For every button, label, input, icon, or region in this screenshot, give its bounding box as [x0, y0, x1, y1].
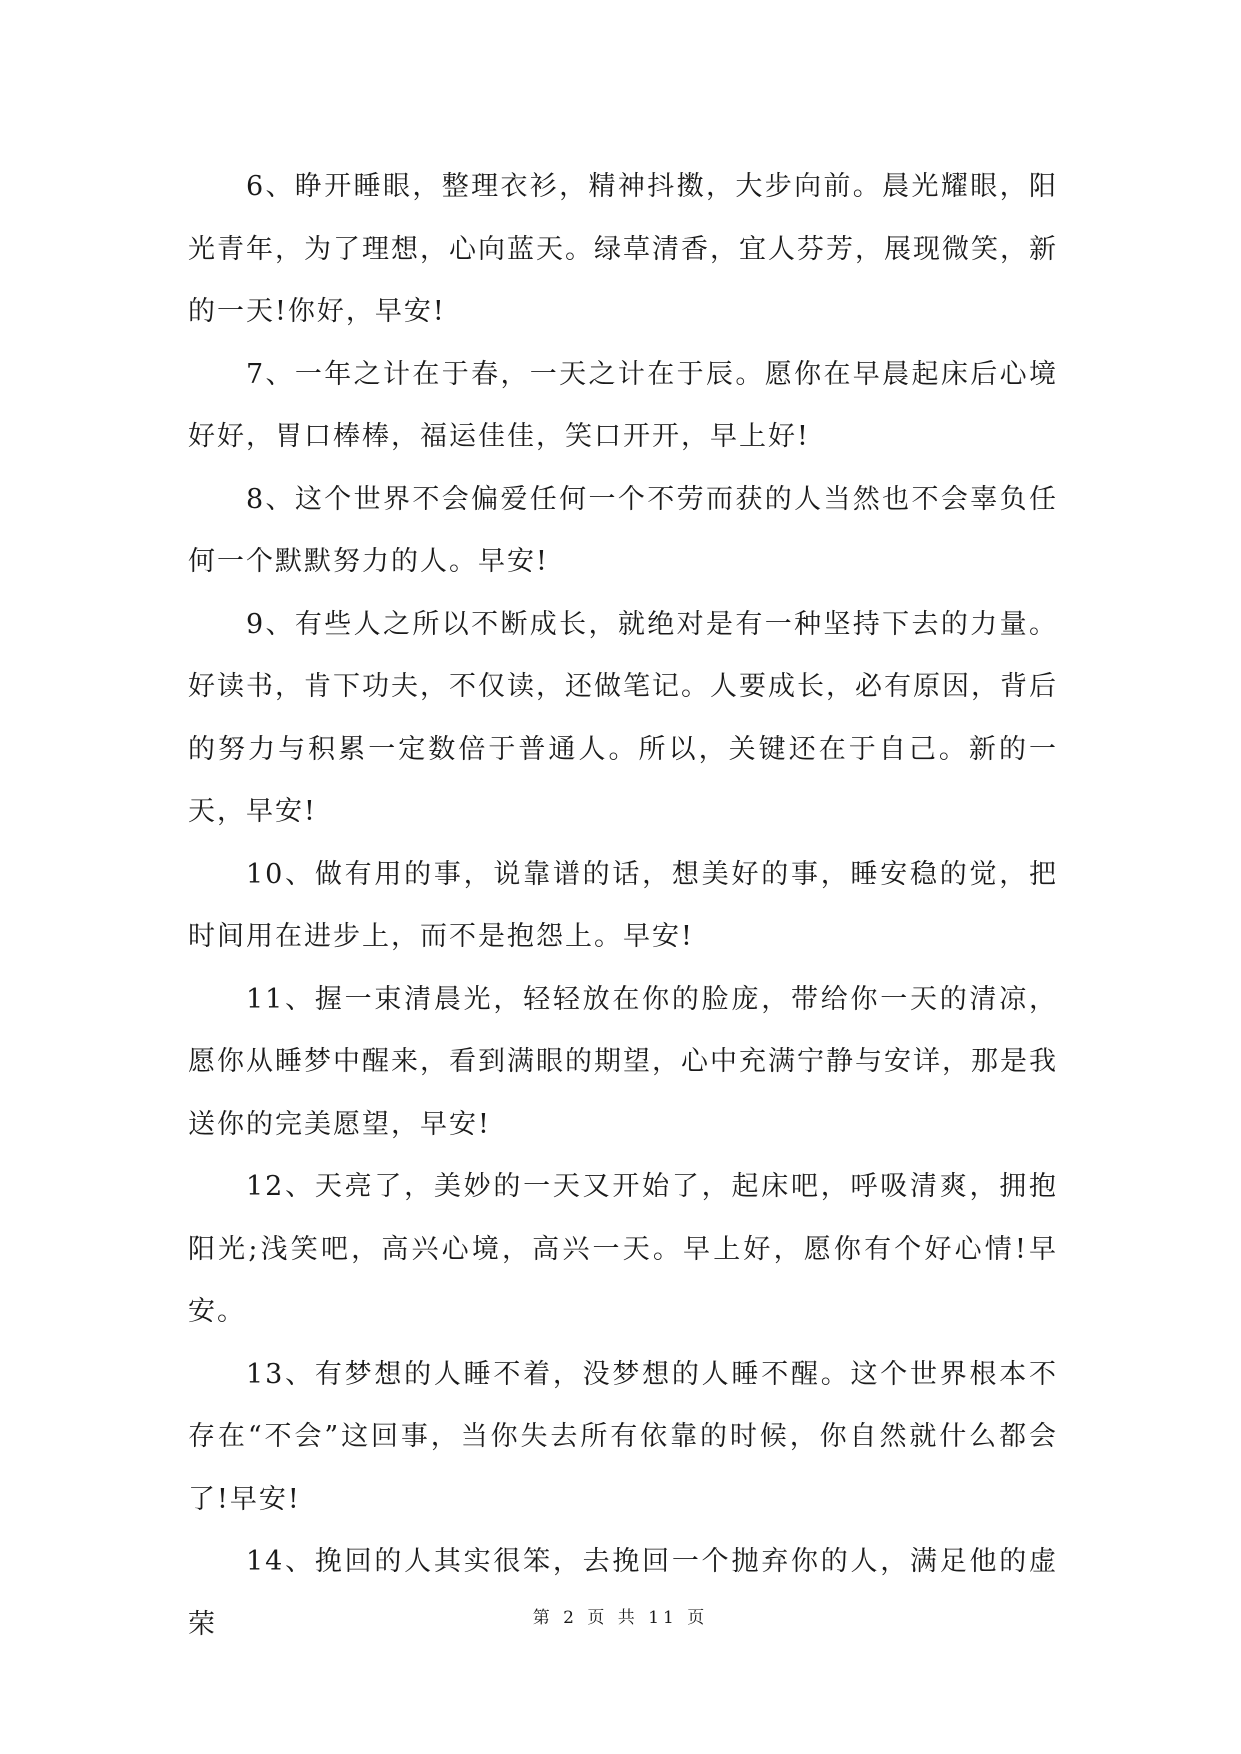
page-number-footer: 第 2 页 共 11 页: [532, 1608, 709, 1628]
document-body: [188, 156, 1058, 1656]
paragraph-10: 10、做有用的事，说靠谱的话，想美好的事，睡安稳的觉，把时间用在进步上，而不是抱怨上。早安!: [188, 858, 1058, 952]
paragraph-7: 7、一年之计在于春，一天之计在于辰。愿你在早晨起床后心境好好，胃口棒棒，福运佳佳，笑口开开，早上好!: [188, 358, 1058, 452]
paragraph-9: 9、有些人之所以不断成长，就绝对是有一种坚持下去的力量。好读书，肯下功夫，不仅读，还做笔记。人要成长，必有原因，背后的努力与积累一定数倍于普通人。所以，关键还在于自己。新的一天，早安!: [188, 608, 1058, 827]
paragraph-6: 6、睁开睡眼，整理衣衫，精神抖擞，大步向前。晨光耀眼，阳光青年，为了理想，心向蓝天。绿草清香，宜人芬芳，展现微笑，新的一天!你好，早安!: [188, 171, 1058, 327]
paragraph-11: 11、握一束清晨光，轻轻放在你的脸庞，带给你一天的清凉，愿你从睡梦中醒来，看到满眼的期望，心中充满宁静与安详，那是我送你的完美愿望，早安!: [188, 983, 1058, 1140]
paragraph-13: 13、有梦想的人睡不着，没梦想的人睡不醒。这个世界根本不存在“不会”这回事，当你失去所有依靠的时候，你自然就什么都会了!早安!: [188, 1358, 1058, 1515]
paragraph-14: 14、挽回的人其实很笨，去挽回一个抛弃你的人，满足他的虚荣: [188, 1546, 1058, 1640]
paragraph-12: 12、天亮了，美妙的一天又开始了，起床吧，呼吸清爽，拥抱阳光;浅笑吧，高兴心境，高兴一天。早上好，愿你有个好心情!早安。: [188, 1171, 1058, 1327]
paragraph-8: 8、这个世界不会偏爱任何一个不劳而获的人当然也不会辜负任何一个默默努力的人。早安!: [188, 483, 1058, 577]
